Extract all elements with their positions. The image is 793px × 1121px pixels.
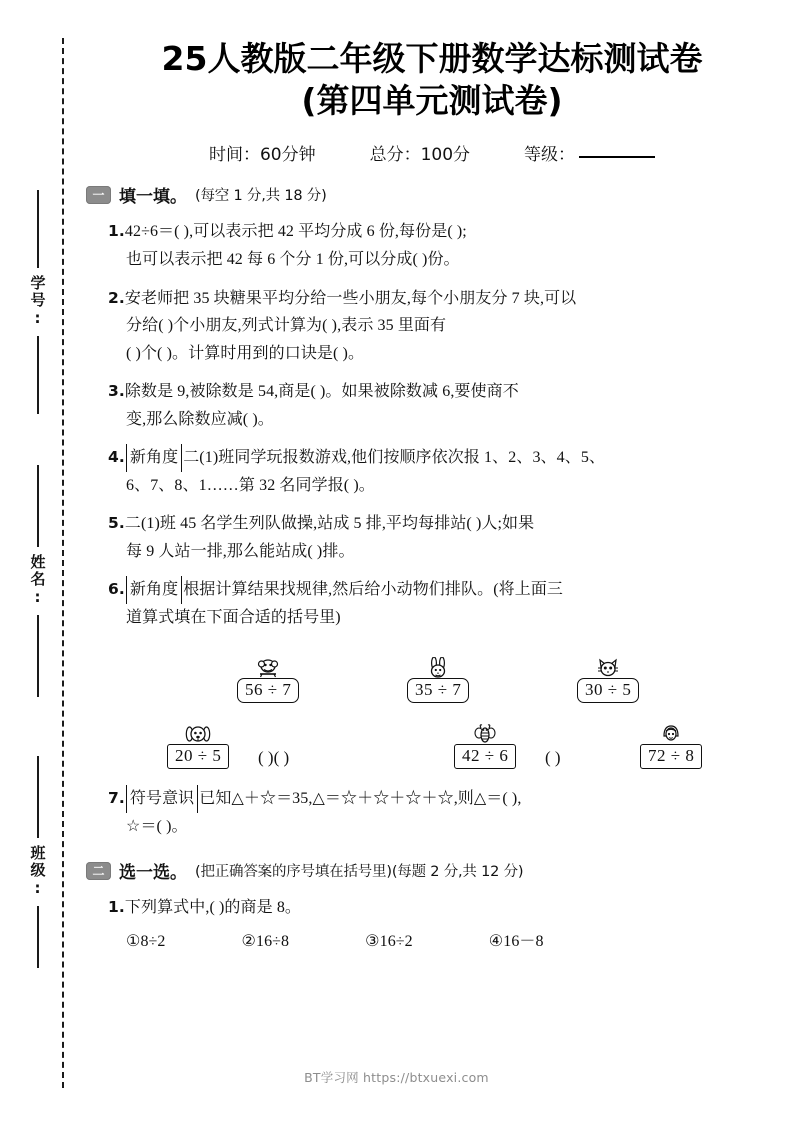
section-marker-one: 一 <box>86 186 111 204</box>
question-2 <box>108 285 782 368</box>
page-footer: BT学习网 https://btxuexi.com <box>304 1070 489 1085</box>
expression-unit <box>640 723 702 769</box>
question-line: 道算式填在下面合适的括号里) <box>126 608 341 626</box>
answer-blank-pair[interactable]: ( )( ) <box>258 748 290 768</box>
fold-dashed-line <box>62 38 64 1088</box>
question-text: 除数是 9,被除数是 54,商是( )。如果被除数减 6,要使商不 <box>124 383 519 401</box>
bee-icon <box>470 723 500 745</box>
section-title: 选一选。 <box>119 863 187 884</box>
question-number: 5. <box>108 514 125 533</box>
page-title <box>82 0 782 122</box>
question-number: 1. <box>108 222 125 241</box>
question-text: 已知△＋☆＝35,△＝☆＋☆＋☆＋☆,则△＝( ), <box>199 790 522 808</box>
question-text: 二(1)班同学玩报数游戏,他们按顺序依次报 1、2、3、4、5、 <box>183 449 606 467</box>
question-line: 每 9 人站一排,那么能站成( )排。 <box>126 542 355 560</box>
expression-unit <box>237 657 299 703</box>
margin-label-class: 班级: <box>28 845 47 899</box>
expression-box: 56 ÷ 7 <box>237 678 299 703</box>
question-text: 下列算式中,( )的商是 8。 <box>124 899 302 917</box>
question-text: 安老师把 35 块糖果平均分给一些小朋友,每个小朋友分 7 块,可以 <box>124 289 577 307</box>
exam-grade <box>524 140 655 165</box>
expression-row-bottom <box>82 713 782 769</box>
monkey-icon <box>253 657 283 679</box>
margin-rule-top <box>37 465 39 547</box>
exam-grade-blank[interactable] <box>579 156 655 158</box>
exam-total-score: 总分：100分 <box>369 145 471 166</box>
question-line: ☆＝( )。 <box>126 817 188 835</box>
question-line: 分给( )个小朋友,列式计算为( ),表示 35 里面有 <box>126 317 447 335</box>
page-title-line2: (第四单元测试卷) <box>301 81 563 121</box>
exam-meta-row <box>82 140 782 165</box>
cat-icon <box>593 657 623 679</box>
question-tag: 新角度 <box>126 444 182 472</box>
section-multiple-choice <box>82 858 782 955</box>
section-subtitle: (每空 1 分,共 18 分) <box>195 188 327 205</box>
question-7 <box>108 785 782 840</box>
exam-time: 时间：60分钟 <box>208 145 316 166</box>
question-number: 2. <box>108 288 125 307</box>
margin-rule-bottom <box>37 906 39 968</box>
section-header <box>86 182 782 207</box>
question-3 <box>108 378 782 433</box>
question-1 <box>108 218 782 273</box>
question-6 <box>108 576 782 631</box>
option-row <box>108 928 782 956</box>
question-line: 也可以表示把 42 每 6 个分 1 份,可以分成( )份。 <box>126 250 460 268</box>
margin-rule-bottom <box>37 336 39 414</box>
question-number: 1. <box>108 898 125 917</box>
question-line: ( )个( )。计算时用到的口诀是( )。 <box>126 344 365 362</box>
expression-row-top <box>82 645 782 703</box>
question-line: 6、7、8、1……第 32 名同学报( )。 <box>126 476 375 494</box>
section-header <box>86 858 782 883</box>
section-subtitle: (把正确答案的序号填在括号里)(每题 2 分,共 12 分) <box>195 864 524 881</box>
expression-box: 72 ÷ 8 <box>640 744 702 769</box>
question-line <box>108 894 782 922</box>
girl-icon <box>656 723 686 745</box>
dog-icon <box>183 723 213 745</box>
expression-box: 20 ÷ 5 <box>167 744 229 769</box>
question-text: 根据计算结果找规律,然后给小动物们排队。(将上面三 <box>183 581 564 599</box>
expression-unit <box>407 657 469 703</box>
option-a[interactable]: ①8÷2 <box>126 932 166 950</box>
option-c[interactable]: ③16÷2 <box>365 932 413 950</box>
question-number: 7. <box>108 789 125 808</box>
margin-block-name <box>16 465 60 697</box>
question-line <box>108 218 782 246</box>
margin-block-student-no <box>16 190 60 414</box>
margin-rule-top <box>37 190 39 268</box>
answer-blank-single[interactable]: ( ) <box>545 748 561 768</box>
option-b[interactable]: ②16÷8 <box>241 932 290 950</box>
margin-label-name: 姓名: <box>28 554 47 608</box>
exam-grade-label: 等级： <box>524 145 576 166</box>
question-line <box>108 444 782 472</box>
question-tag: 新角度 <box>126 576 182 604</box>
expression-unit <box>454 723 516 769</box>
exam-paper <box>82 0 782 1121</box>
margin-rule-top <box>37 756 39 838</box>
margin-rule-bottom <box>37 615 39 697</box>
question-text: 42÷6＝( ),可以表示把 42 平均分成 6 份,每份是( ); <box>124 223 467 241</box>
question-line <box>108 510 782 538</box>
question-line <box>108 576 782 604</box>
rabbit-icon <box>423 657 453 679</box>
expression-box: 42 ÷ 6 <box>454 744 516 769</box>
question-text: 二(1)班 45 名学生列队做操,站成 5 排,平均每排站( )人;如果 <box>124 515 535 533</box>
expression-box: 35 ÷ 7 <box>407 678 469 703</box>
question-number: 6. <box>108 580 125 599</box>
question-line: 变,那么除数应减( )。 <box>126 410 274 428</box>
question-4 <box>108 444 782 499</box>
page-title-line1: 25人教版二年级下册数学达标测试卷 <box>161 39 703 78</box>
margin-label-student-no: 学号: <box>28 275 47 329</box>
expression-box: 30 ÷ 5 <box>577 678 639 703</box>
question-number: 4. <box>108 448 125 467</box>
question-line <box>108 285 782 313</box>
question-tag: 符号意识 <box>126 785 198 813</box>
section-title: 填一填。 <box>119 187 187 208</box>
margin-info-column <box>16 190 60 1090</box>
option-d[interactable]: ④16－8 <box>488 932 544 950</box>
question-5 <box>108 510 782 565</box>
margin-block-class <box>16 756 60 968</box>
section-marker-two: 二 <box>86 862 111 880</box>
choice-question-1 <box>108 894 782 955</box>
expression-unit <box>577 657 639 703</box>
question-line <box>108 785 782 813</box>
section-fill-in-blanks <box>82 182 782 840</box>
question-number: 3. <box>108 382 125 401</box>
expression-unit <box>167 723 229 769</box>
question-line <box>108 378 782 406</box>
